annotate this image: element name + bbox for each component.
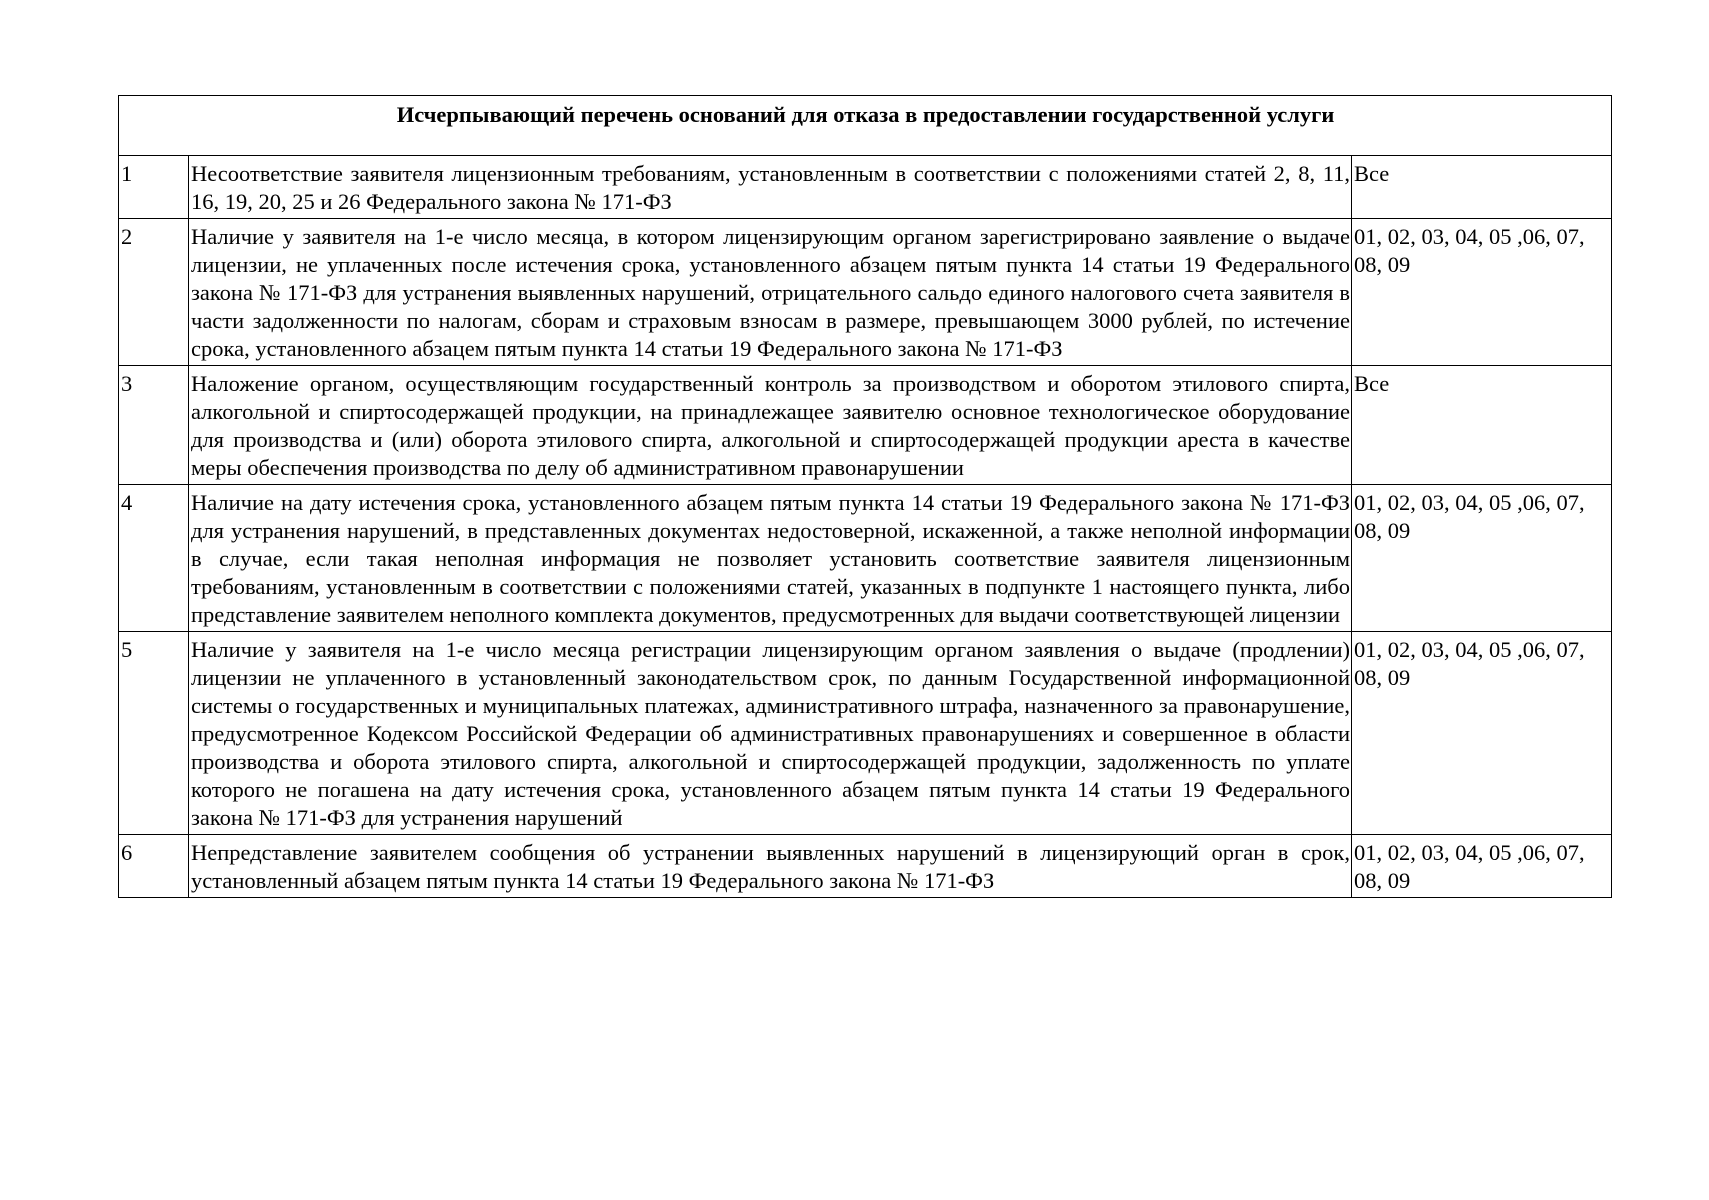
row-codes: 01, 02, 03, 04, 05 ,06, 07, 08, 09 xyxy=(1352,219,1612,366)
row-text: Наличие у заявителя на 1-е число месяца регистрации лицензирующим органом заявления о выдаче (продлении) лицензии не уплаченного в установленный законодательством срок, по данным Государственной информационной системы о государственных и муниципальных платежах, административного штрафа, назначенного за правонарушение, предусмотренное Кодексом Российской Федерации об административных правонарушениях и совершенное в области производства и оборота этилового спирта, алкогольной и спиртосодержащей продукции, задолженность по уплате которого не погашена на дату истечения срока, установленного абзацем пятым пункта 14 статьи 19 Федерального закона № 171-ФЗ для устранения нарушений xyxy=(189,632,1352,835)
table-row xyxy=(119,366,1612,485)
row-number: 1 xyxy=(119,156,189,219)
table-title: Исчерпывающий перечень оснований для отказа в предоставлении государственной услуги xyxy=(119,96,1612,156)
row-number: 4 xyxy=(119,485,189,632)
table-row xyxy=(119,485,1612,632)
row-codes: 01, 02, 03, 04, 05 ,06, 07, 08, 09 xyxy=(1352,632,1612,835)
row-number: 5 xyxy=(119,632,189,835)
row-number: 2 xyxy=(119,219,189,366)
table-row xyxy=(119,835,1612,898)
table-title-row xyxy=(119,96,1612,156)
row-codes: Все xyxy=(1352,366,1612,485)
row-number: 6 xyxy=(119,835,189,898)
row-text: Непредставление заявителем сообщения об устранении выявленных нарушений в лицензирующий орган в срок, установленный абзацем пятым пункта 14 статьи 19 Федерального закона № 171-ФЗ xyxy=(189,835,1352,898)
row-text: Несоответствие заявителя лицензионным требованиям, установленным в соответствии с положениями статей 2, 8, 11, 16, 19, 20, 25 и 26 Федерального закона № 171-ФЗ xyxy=(189,156,1352,219)
row-text: Наличие на дату истечения срока, установленного абзацем пятым пункта 14 статьи 19 Федерального закона № 171-ФЗ для устранения нарушений, в представленных документах недостоверной, искаженной, а также неполной информации в случае, если такая неполная информация не позволяет установить соответствие заявителя лицензионным требованиям, установленным в соответствии с положениями статей, указанных в подпункте 1 настоящего пункта, либо представление заявителем неполного комплекта документов, предусмотренных для выдачи соответствующей лицензии xyxy=(189,485,1352,632)
row-number: 3 xyxy=(119,366,189,485)
table-row xyxy=(119,156,1612,219)
refusal-grounds-table xyxy=(118,95,1612,898)
table-row xyxy=(119,219,1612,366)
table-row xyxy=(119,632,1612,835)
row-codes: 01, 02, 03, 04, 05 ,06, 07, 08, 09 xyxy=(1352,835,1612,898)
row-text: Наличие у заявителя на 1-е число месяца, в котором лицензирующим органом зарегистрировано заявление о выдаче лицензии, не уплаченных после истечения срока, установленного абзацем пятым пункта 14 статьи 19 Федерального закона № 171-ФЗ для устранения выявленных нарушений, отрицательного сальдо единого налогового счета заявителя в части задолженности по налогам, сборам и страховым взносам в размере, превышающем 3000 рублей, по истечение срока, установленного абзацем пятым пункта 14 статьи 19 Федерального закона № 171-ФЗ xyxy=(189,219,1352,366)
row-codes: 01, 02, 03, 04, 05 ,06, 07, 08, 09 xyxy=(1352,485,1612,632)
row-text: Наложение органом, осуществляющим государственный контроль за производством и оборотом этилового спирта, алкогольной и спиртосодержащей продукции, на принадлежащее заявителю основное технологическое оборудование для производства и (или) оборота этилового спирта, алкогольной и спиртосодержащей продукции ареста в качестве меры обеспечения производства по делу об административном правонарушении xyxy=(189,366,1352,485)
row-codes: Все xyxy=(1352,156,1612,219)
